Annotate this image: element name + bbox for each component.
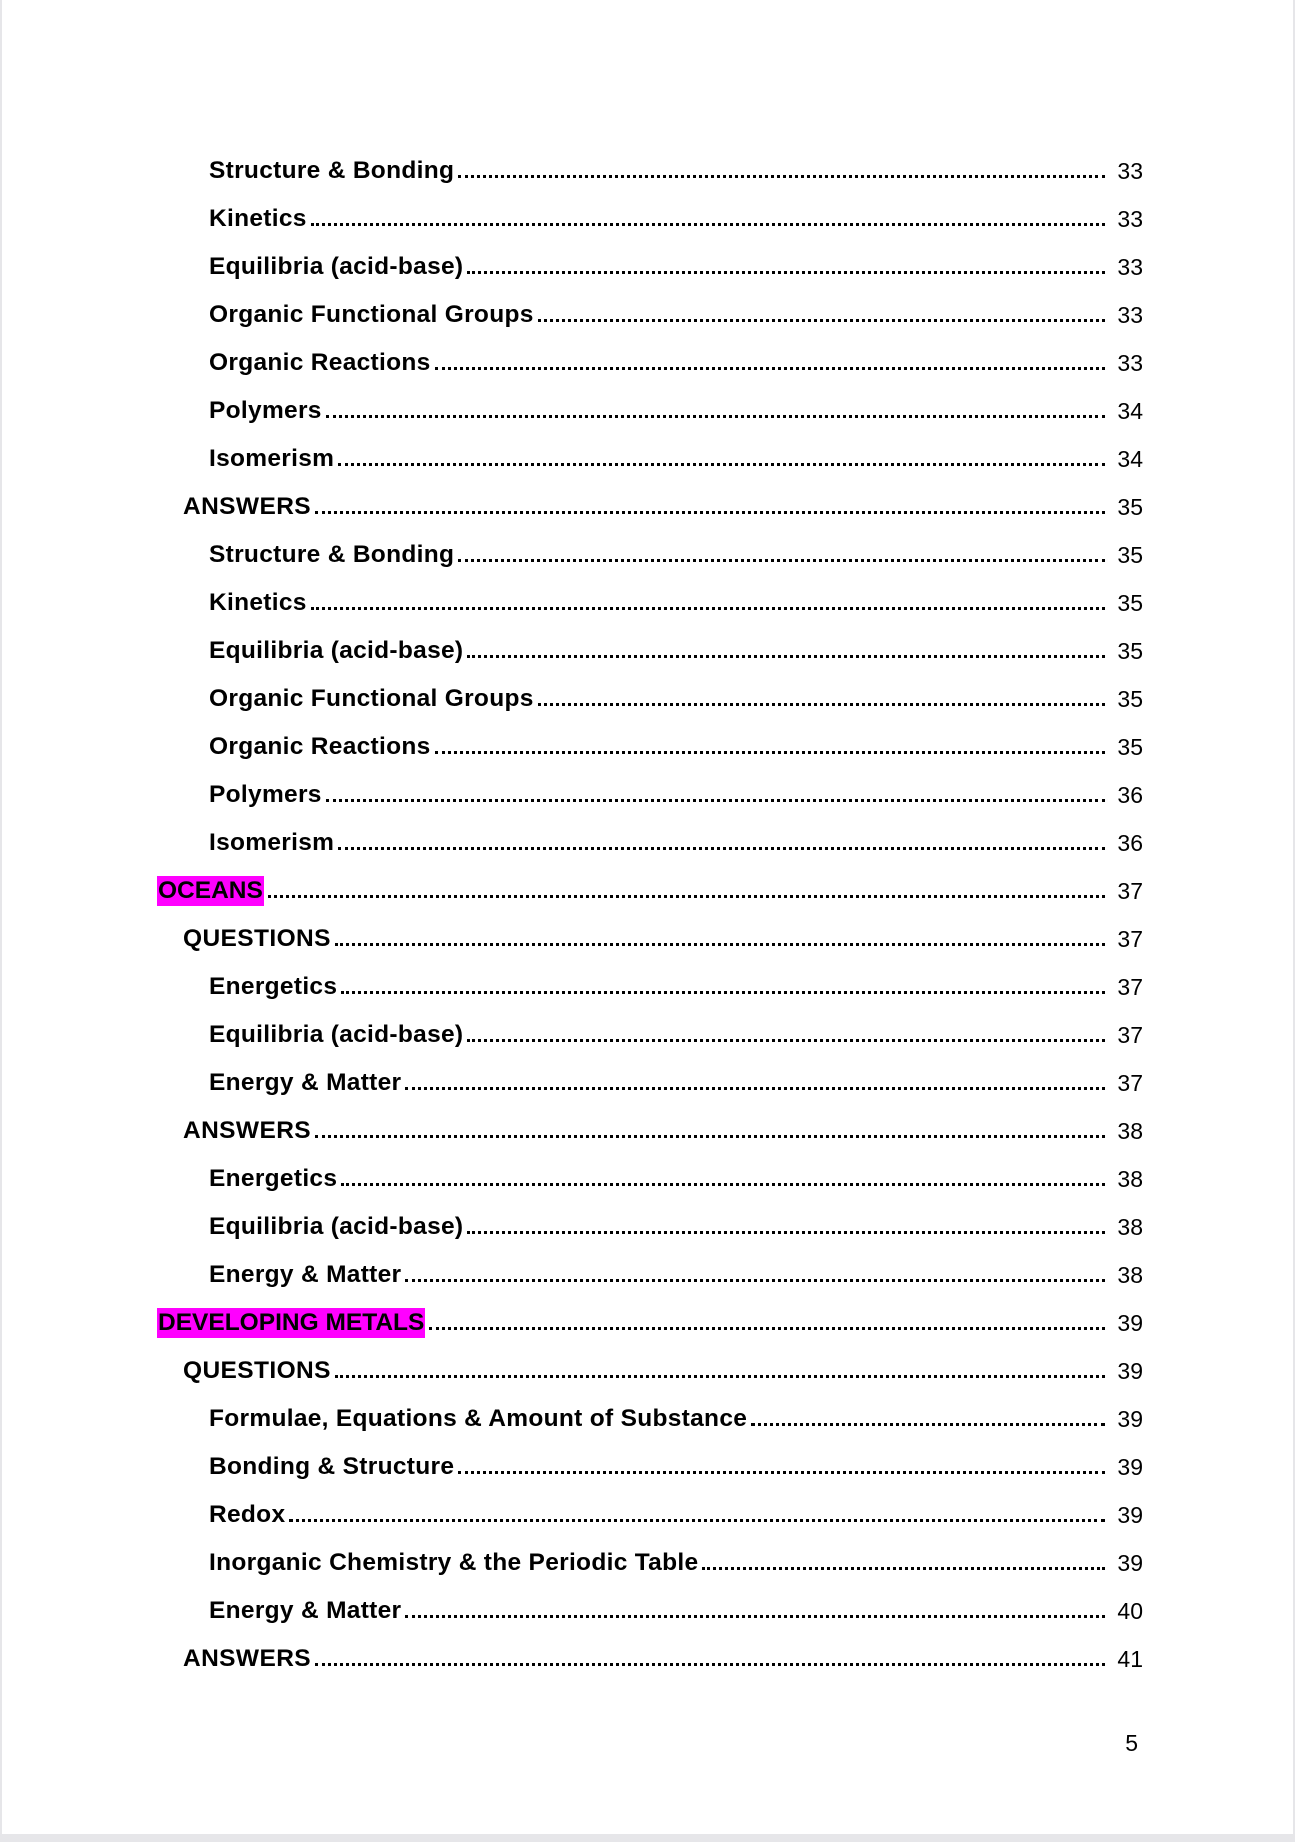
toc-page-number: 35 (1117, 493, 1143, 520)
dot-leader (338, 463, 1105, 466)
toc-entry-label: Equilibria (acid-base) (209, 253, 464, 280)
toc-entry[interactable] (2, 387, 1293, 435)
dot-leader (405, 1615, 1105, 1618)
dot-leader (467, 655, 1105, 658)
toc-entry[interactable] (2, 627, 1293, 675)
toc-entry-label: Energetics (209, 1165, 338, 1192)
toc-page-number: 41 (1117, 1645, 1143, 1672)
toc-page-number: 37 (1117, 1069, 1143, 1096)
dot-leader (289, 1519, 1105, 1522)
toc-entry[interactable] (2, 1107, 1293, 1155)
toc-entry[interactable] (2, 195, 1293, 243)
toc-entry-label: Equilibria (acid-base) (209, 1213, 464, 1240)
dot-leader (315, 1135, 1105, 1138)
toc-page-number: 35 (1117, 541, 1143, 568)
toc-entry[interactable] (2, 1251, 1293, 1299)
toc-entry[interactable] (2, 1587, 1293, 1635)
toc-entry[interactable] (2, 723, 1293, 771)
toc-entry-label: Organic Reactions (209, 349, 431, 376)
toc-entry[interactable] (2, 291, 1293, 339)
dot-leader (341, 991, 1105, 994)
dot-leader (467, 1039, 1105, 1042)
toc-entry[interactable] (2, 147, 1293, 195)
toc-section-title: OCEANS (158, 877, 263, 904)
toc-entry[interactable] (2, 867, 1293, 915)
page-number: 5 (1125, 1730, 1138, 1756)
dot-leader (315, 1663, 1105, 1666)
toc-entry-label: Isomerism (209, 445, 335, 472)
toc-page-number: 40 (1117, 1597, 1143, 1624)
toc-page-number: 38 (1117, 1261, 1143, 1288)
dot-leader (467, 1231, 1105, 1234)
toc-entry[interactable] (2, 1059, 1293, 1107)
toc-entry[interactable] (2, 1155, 1293, 1203)
toc-entry-label: Isomerism (209, 829, 335, 856)
dot-leader (435, 751, 1105, 754)
toc-page-number: 35 (1117, 589, 1143, 616)
toc-page-number: 37 (1117, 925, 1143, 952)
toc-entry[interactable] (2, 1539, 1293, 1587)
toc-entry[interactable] (2, 1491, 1293, 1539)
toc-entry-label: QUESTIONS (183, 1357, 331, 1384)
toc-entry[interactable] (2, 1395, 1293, 1443)
toc-entry-label: Structure & Bonding (209, 541, 455, 568)
toc-entry-label: Polymers (209, 781, 322, 808)
toc-page-number: 39 (1117, 1453, 1143, 1480)
toc-entry-label: ANSWERS (183, 1645, 312, 1672)
document-page (2, 0, 1293, 1834)
toc-entry-label: Bonding & Structure (209, 1453, 455, 1480)
toc-page-number: 33 (1117, 301, 1143, 328)
toc-page-number: 38 (1117, 1117, 1143, 1144)
toc-entry[interactable] (2, 1299, 1293, 1347)
toc-entry-label: Organic Reactions (209, 733, 431, 760)
toc-entry[interactable] (2, 915, 1293, 963)
toc-entry-label: Equilibria (acid-base) (209, 637, 464, 664)
table-of-contents (2, 147, 1293, 1683)
toc-page-number: 36 (1117, 781, 1143, 808)
dot-leader (326, 799, 1105, 802)
toc-entry[interactable] (2, 339, 1293, 387)
toc-entry-label: QUESTIONS (183, 925, 331, 952)
dot-leader (538, 703, 1105, 706)
toc-entry[interactable] (2, 243, 1293, 291)
toc-entry-label: Energy & Matter (209, 1069, 402, 1096)
toc-page-number: 34 (1117, 445, 1143, 472)
toc-entry[interactable] (2, 483, 1293, 531)
toc-entry-label: ANSWERS (183, 1117, 312, 1144)
toc-section-title: DEVELOPING METALS (158, 1309, 425, 1336)
toc-entry-label: Energy & Matter (209, 1597, 402, 1624)
dot-leader (338, 847, 1105, 850)
dot-leader (341, 1183, 1105, 1186)
dot-leader (751, 1423, 1105, 1426)
dot-leader (467, 271, 1105, 274)
toc-page-number: 37 (1117, 1021, 1143, 1048)
dot-leader (435, 367, 1105, 370)
dot-leader (311, 223, 1105, 226)
toc-entry-label: Energetics (209, 973, 338, 1000)
toc-entry-label: Polymers (209, 397, 322, 424)
toc-entry-label: Formulae, Equations & Amount of Substance (209, 1405, 748, 1432)
dot-leader (702, 1567, 1105, 1570)
toc-page-number: 35 (1117, 637, 1143, 664)
toc-page-number: 38 (1117, 1213, 1143, 1240)
toc-entry[interactable] (2, 675, 1293, 723)
toc-page-number: 33 (1117, 253, 1143, 280)
dot-leader (458, 175, 1105, 178)
toc-page-number: 37 (1117, 973, 1143, 1000)
toc-page-number: 34 (1117, 397, 1143, 424)
toc-page-number: 33 (1117, 205, 1143, 232)
toc-page-number: 39 (1117, 1405, 1143, 1432)
dot-leader (405, 1087, 1105, 1090)
toc-page-number: 39 (1117, 1501, 1143, 1528)
dot-leader (538, 319, 1105, 322)
dot-leader (326, 415, 1105, 418)
dot-leader (405, 1279, 1105, 1282)
dot-leader (315, 511, 1105, 514)
toc-entry[interactable] (2, 819, 1293, 867)
toc-entry[interactable] (2, 1635, 1293, 1683)
toc-entry[interactable] (2, 1347, 1293, 1395)
toc-entry-label: Organic Functional Groups (209, 301, 534, 328)
toc-entry[interactable] (2, 1203, 1293, 1251)
toc-page-number: 39 (1117, 1309, 1143, 1336)
dot-leader (311, 607, 1105, 610)
toc-page-number: 37 (1117, 877, 1143, 904)
dot-leader (268, 895, 1105, 898)
toc-entry-label: Redox (209, 1501, 286, 1528)
toc-page-number: 39 (1117, 1549, 1143, 1576)
dot-leader (458, 559, 1105, 562)
toc-entry-label: Structure & Bonding (209, 157, 455, 184)
toc-entry[interactable] (2, 1443, 1293, 1491)
toc-entry[interactable] (2, 579, 1293, 627)
toc-entry-label: Energy & Matter (209, 1261, 402, 1288)
toc-entry-label: Kinetics (209, 205, 307, 232)
toc-entry[interactable] (2, 435, 1293, 483)
dot-leader (458, 1471, 1105, 1474)
dot-leader (429, 1327, 1105, 1330)
toc-page-number: 38 (1117, 1165, 1143, 1192)
toc-entry-label: Kinetics (209, 589, 307, 616)
toc-page-number: 33 (1117, 157, 1143, 184)
toc-page-number: 39 (1117, 1357, 1143, 1384)
toc-entry-label: Organic Functional Groups (209, 685, 534, 712)
toc-page-number: 33 (1117, 349, 1143, 376)
toc-entry[interactable] (2, 771, 1293, 819)
toc-entry-label: Inorganic Chemistry & the Periodic Table (209, 1549, 699, 1576)
dot-leader (335, 943, 1105, 946)
toc-entry-label: Equilibria (acid-base) (209, 1021, 464, 1048)
toc-entry[interactable] (2, 1011, 1293, 1059)
dot-leader (335, 1375, 1105, 1378)
toc-page-number: 36 (1117, 829, 1143, 856)
toc-entry-label: ANSWERS (183, 493, 312, 520)
toc-entry[interactable] (2, 531, 1293, 579)
toc-page-number: 35 (1117, 685, 1143, 712)
toc-page-number: 35 (1117, 733, 1143, 760)
toc-entry[interactable] (2, 963, 1293, 1011)
